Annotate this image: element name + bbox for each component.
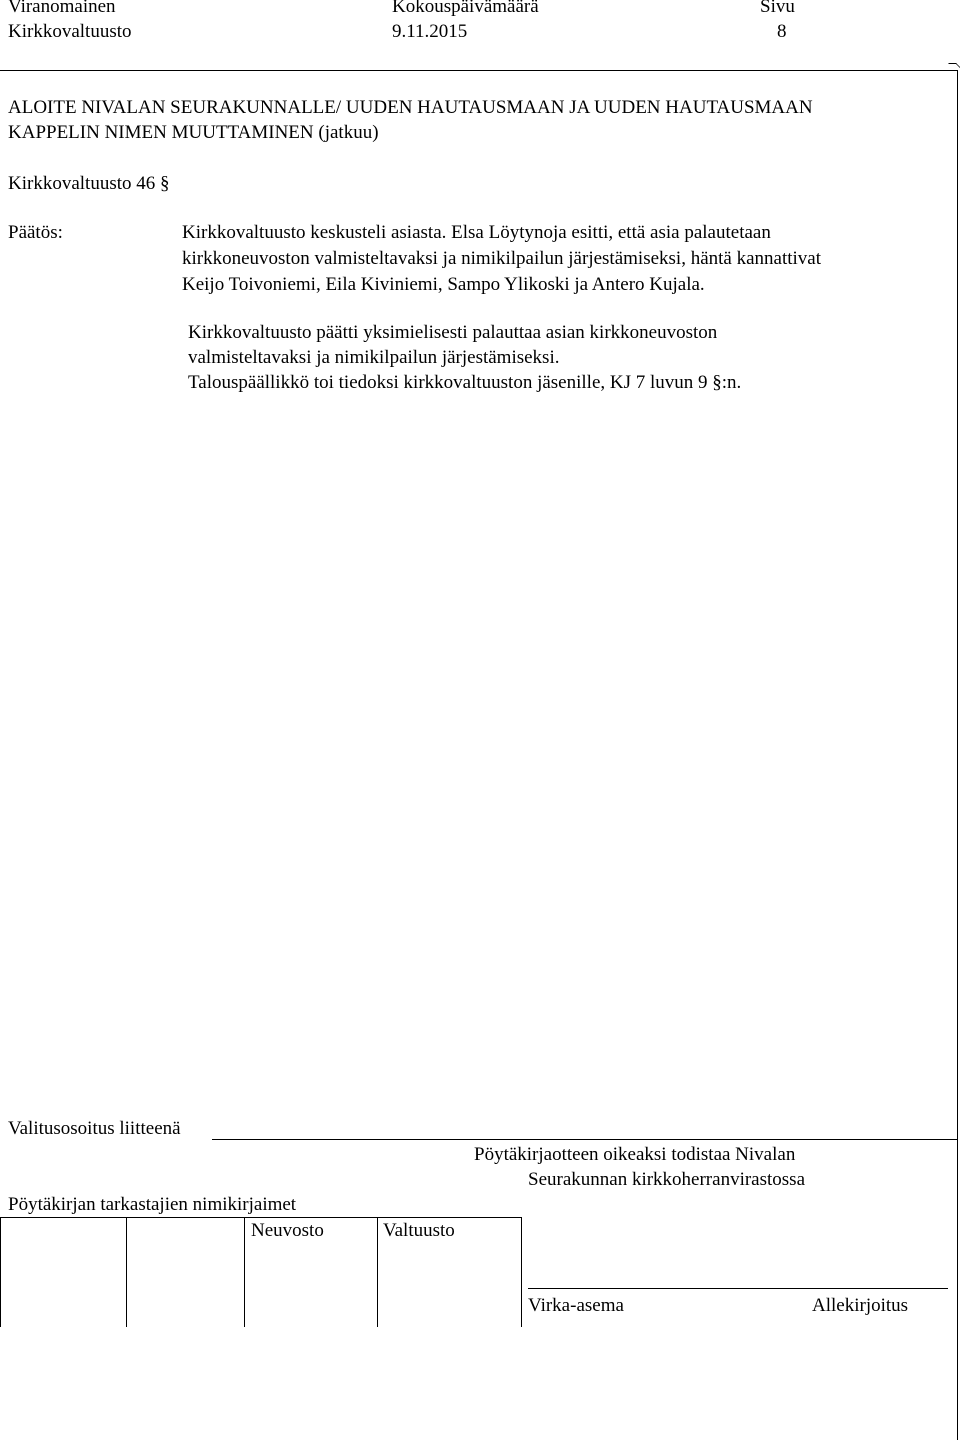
position-label: Virka-asema bbox=[528, 1295, 624, 1316]
decision-paragraph2-line: valmisteltavaksi ja nimikilpailun järjestämiseksi. bbox=[188, 347, 560, 368]
signature-line bbox=[528, 1288, 948, 1289]
authority-label: Viranomainen bbox=[8, 0, 116, 17]
initials-cell-divider bbox=[126, 1217, 127, 1327]
initials-table-border bbox=[0, 1217, 1, 1327]
certification-line2: Seurakunnan kirkkoherranvirastossa bbox=[528, 1169, 806, 1190]
checkers-initials-label: Pöytäkirjan tarkastajien nimikirjaimet bbox=[8, 1194, 297, 1215]
council-column-label: Neuvosto bbox=[251, 1220, 324, 1241]
decision-paragraph2-line: Talouspäällikkö toi tiedoksi kirkkovaltuuston jäsenille, KJ 7 luvun 9 §:n. bbox=[188, 372, 742, 393]
meeting-reference: Kirkkovaltuusto 46 § bbox=[8, 173, 170, 194]
page-number: 8 bbox=[777, 21, 787, 42]
decision-paragraph1-line: kirkkoneuvoston valmisteltavaksi ja nimikilpailun järjestämiseksi, häntä kannattivat bbox=[182, 248, 822, 269]
date-value: 9.11.2015 bbox=[392, 21, 468, 42]
decision-label: Päätös: bbox=[8, 222, 63, 243]
appeal-divider bbox=[212, 1139, 958, 1140]
initials-cell-divider bbox=[244, 1217, 245, 1327]
section-title-line1: ALOITE NIVALAN SEURAKUNNALLE/ UUDEN HAUTAUSMAAN JA UUDEN HAUTAUSMAAN bbox=[8, 97, 813, 118]
certification-line1: Pöytäkirjaotteen oikeaksi todistaa Nivalan bbox=[474, 1144, 796, 1165]
decision-paragraph1-line: Keijo Toivoniemi, Eila Kiviniemi, Sampo Ylikoski ja Antero Kujala. bbox=[182, 274, 705, 295]
appeal-instructions: Valitusosoitus liitteenä bbox=[8, 1118, 181, 1139]
initials-cell-divider bbox=[377, 1217, 378, 1327]
section-title-line2: KAPPELIN NIMEN MUUTTAMINEN (jatkuu) bbox=[8, 122, 379, 143]
authority-value: Kirkkovaltuusto bbox=[8, 21, 132, 42]
decision-paragraph2-line: Kirkkovaltuusto päätti yksimielisesti palauttaa asian kirkkoneuvoston bbox=[188, 322, 718, 343]
signature-label: Allekirjoitus bbox=[812, 1295, 909, 1316]
decision-paragraph1-line: Kirkkovaltuusto keskusteli asiasta. Elsa Löytynoja esitti, että asia palautetaan bbox=[182, 222, 771, 243]
date-label: Kokouspäivämäärä bbox=[392, 0, 539, 17]
assembly-column-label: Valtuusto bbox=[383, 1220, 455, 1241]
page-label: Sivu bbox=[760, 0, 795, 17]
